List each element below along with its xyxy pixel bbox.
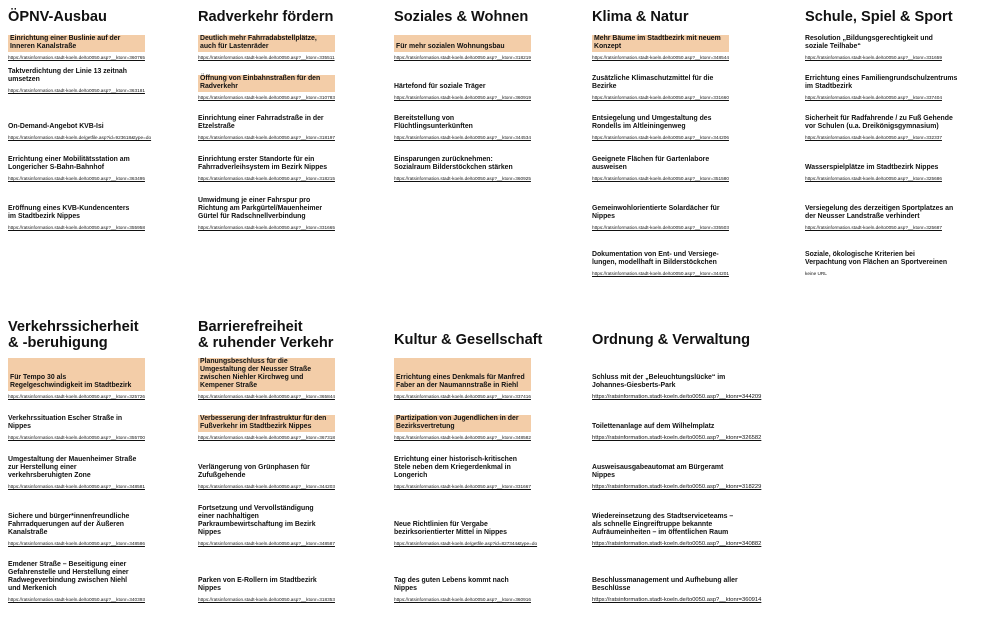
entry-link[interactable]: https://ratsinformation.stadt-koeln.de/to0050.asp?__ktonr=348586 bbox=[8, 541, 145, 546]
entry-item bbox=[592, 464, 778, 491]
entry-link[interactable]: https://ratsinformation.stadt-koeln.de/to0050.asp?__ktonr=363181 bbox=[8, 88, 145, 93]
entry-title: Verlängerung von Grünphasen für Zufußgehende bbox=[198, 464, 310, 479]
entry-title: Errichtung einer Mobilitätsstation am Longericher S-Bahn-Bahnhof bbox=[8, 156, 130, 171]
entry-item bbox=[394, 83, 580, 101]
entry-link[interactable]: https://ratsinformation.stadt-koeln.de/to0050.asp?__ktonr=325726 bbox=[8, 394, 145, 399]
entry-no-url: keine URL bbox=[805, 271, 827, 276]
entry-item bbox=[592, 35, 778, 61]
entry-item bbox=[805, 251, 991, 277]
entry-link[interactable]: https://ratsinformation.stadt-koeln.de/to0050.asp?__ktonr=325686 bbox=[805, 176, 942, 181]
section-heading: Ordnung & Verwaltung bbox=[592, 332, 751, 348]
entry-title: Errichtung eines Familiengrundschulzentrums im Stadtbezirk bbox=[805, 75, 958, 90]
entry-item bbox=[394, 577, 580, 603]
section-heading: ÖPNV-Ausbau bbox=[8, 9, 107, 25]
entry-title: Einrichtung erster Standorte für ein Fahrradverleihsystem im Bezirk Nippes bbox=[198, 156, 328, 171]
entry-link[interactable]: https://ratsinformation.stadt-koeln.de/to0050.asp?__ktonr=331665 bbox=[198, 225, 335, 230]
entry-item bbox=[8, 205, 194, 231]
entry-title: Sicherheit für Radfahrende / zu Fuß Gehende vor Schulen (u.a. Dreikönigsgymnasium) bbox=[805, 115, 953, 130]
entry-title: Eröffnung eines KVB-Kundencenters im Stadtbezirk Nippes bbox=[8, 205, 130, 220]
entry-title: Soziale, ökologische Kriterien bei Verpachtung von Flächen an Sportvereinen bbox=[805, 251, 948, 266]
entry-item bbox=[8, 358, 194, 400]
entry-title: Entsiegelung und Umgestaltung des Rondells im Altleiningenweg bbox=[592, 115, 712, 130]
entry-link[interactable]: https://ratsinformation.stadt-koeln.de/to0050.asp?__ktonr=344209 bbox=[592, 394, 762, 400]
entry-item bbox=[8, 68, 194, 94]
entry-item bbox=[394, 521, 580, 547]
entry-title-highlighted: Errichtung eines Denkmals für Manfred Faber an der Naumannstraße in Riehl bbox=[394, 358, 531, 391]
entry-link[interactable]: https://ratsinformation.stadt-koeln.de/to0050.asp?__ktonr=337416 bbox=[394, 394, 531, 399]
entry-item bbox=[394, 35, 580, 61]
entry-item bbox=[198, 358, 384, 400]
section-heading: Radverkehr fördern bbox=[198, 9, 334, 25]
entry-item bbox=[8, 513, 194, 547]
entry-title: Resolution „Bildungsgerechtigkeit und soziale Teilhabe“ bbox=[805, 35, 933, 50]
entry-item bbox=[198, 197, 384, 231]
entry-title: Umwidmung je einer Fahrspur pro Richtung am Parkgürtel/Mauenheimer Gürtel für Radschnellverbindung bbox=[198, 197, 323, 220]
section-heading: Barrierefreiheit & ruhender Verkehr bbox=[198, 319, 334, 351]
entry-title: Taktverdichtung der Linie 13 zeitnah umsetzen bbox=[8, 68, 127, 83]
entry-item bbox=[198, 464, 384, 490]
entry-item bbox=[805, 205, 991, 231]
entry-item bbox=[394, 358, 580, 400]
entry-link[interactable]: https://ratsinformation.stadt-koeln.de/getfile.asp?id=923618&type=do bbox=[8, 135, 152, 140]
entry-item bbox=[805, 75, 991, 101]
entry-title: Versiegelung des derzeitigen Sportplatzes an der Neusser Landstraße verhindert bbox=[805, 205, 954, 220]
entry-item bbox=[198, 35, 384, 61]
entry-link[interactable]: https://ratsinformation.stadt-koeln.de/to0050.asp?__ktonr=365844 bbox=[198, 394, 335, 399]
entry-link[interactable]: https://ratsinformation.stadt-koeln.de/to0050.asp?__ktonr=348582 bbox=[394, 435, 531, 440]
entry-title-highlighted: Öffnung von Einbahnstraßen für den Radverkehr bbox=[198, 75, 335, 92]
entry-link[interactable]: https://ratsinformation.stadt-koeln.de/to0050.asp?__ktonr=337404 bbox=[805, 95, 942, 100]
entry-item bbox=[592, 251, 778, 277]
entry-item bbox=[198, 115, 384, 141]
section-heading: Klima & Natur bbox=[592, 9, 689, 25]
entry-item bbox=[8, 35, 194, 61]
entry-title-highlighted: Planungsbeschluss für die Umgestaltung der Neusser Straße zwischen Niehler Kirchweg und Kempener Straße bbox=[198, 358, 335, 391]
entry-link[interactable]: https://ratsinformation.stadt-koeln.de/to0050.asp?__ktonr=331667 bbox=[394, 484, 531, 489]
entry-title-highlighted: Einrichtung einer Buslinie auf der Inneren Kanalstraße bbox=[8, 35, 145, 52]
entry-title: Zusätzliche Klimaschutzmittel für die Bezirke bbox=[592, 75, 714, 90]
entry-title-highlighted: Partizipation von Jugendlichen in der Bezirksvertretung bbox=[394, 415, 531, 432]
entry-link[interactable]: https://ratsinformation.stadt-koeln.de/to0050.asp?__ktonr=344534 bbox=[394, 135, 531, 140]
entry-link[interactable]: https://ratsinformation.stadt-koeln.de/to0050.asp?__ktonr=318215 bbox=[198, 176, 335, 181]
entry-link[interactable]: https://ratsinformation.stadt-koeln.de/to0050.asp?__ktonr=360916 bbox=[394, 597, 531, 602]
entry-item bbox=[592, 205, 778, 231]
entry-link[interactable]: https://ratsinformation.stadt-koeln.de/to0050.asp?__ktonr=344206 bbox=[592, 135, 729, 140]
entry-title: Schluss mit der „Beleuchtungslücke“ im Johannes-Giesberts-Park bbox=[592, 374, 726, 389]
entry-item bbox=[394, 456, 580, 490]
entry-link[interactable]: https://ratsinformation.stadt-koeln.de/to0050.asp?__ktonr=367318 bbox=[198, 435, 335, 440]
entry-item bbox=[198, 577, 384, 603]
entry-title: Fortsetzung und Vervollständigung einer nachhaltigen Parkraumbewirtschaftung im Bezirk Nippes bbox=[198, 505, 316, 536]
entry-title: Verkehrssituation Escher Straße in Nippes bbox=[8, 415, 123, 430]
entry-item bbox=[394, 156, 580, 182]
entry-item bbox=[8, 456, 194, 490]
entry-item bbox=[592, 577, 778, 604]
entry-title: Umgestaltung der Mauenheimer Straße zur Herstellung einer verkehrsberuhigten Zone bbox=[8, 456, 137, 479]
entry-item bbox=[805, 35, 991, 61]
entry-link[interactable]: https://ratsinformation.stadt-koeln.de/to0050.asp?__ktonr=360925 bbox=[394, 176, 531, 181]
entry-item bbox=[592, 374, 778, 401]
entry-item bbox=[592, 75, 778, 101]
entry-link[interactable]: https://ratsinformation.stadt-koeln.de/to0050.asp?__ktonr=344201 bbox=[592, 271, 729, 276]
section-heading: Kultur & Gesellschaft bbox=[394, 332, 543, 348]
entry-title-highlighted: Mehr Bäume im Stadtbezirk mit neuem Konzept bbox=[592, 35, 729, 52]
entry-item bbox=[592, 513, 778, 548]
entry-link[interactable]: https://ratsinformation.stadt-koeln.de/to0050.asp?__ktonr=363495 bbox=[8, 176, 145, 181]
entry-link[interactable]: https://ratsinformation.stadt-koeln.de/to0050.asp?__ktonr=335503 bbox=[592, 225, 729, 230]
entry-item bbox=[394, 115, 580, 141]
entry-link[interactable]: https://ratsinformation.stadt-koeln.de/to0050.asp?__ktonr=340393 bbox=[8, 597, 145, 602]
entry-link[interactable]: https://ratsinformation.stadt-koeln.de/to0050.asp?__ktonr=332337 bbox=[805, 135, 942, 140]
entry-link[interactable]: https://ratsinformation.stadt-koeln.de/to0050.asp?__ktonr=331660 bbox=[592, 95, 729, 100]
entry-title: On-Demand-Angebot KVB-Isi bbox=[8, 123, 104, 130]
entry-link[interactable]: https://ratsinformation.stadt-koeln.de/to0050.asp?__ktonr=360765 bbox=[8, 55, 145, 60]
entry-link[interactable]: https://ratsinformation.stadt-koeln.de/to0050.asp?__ktonr=318197 bbox=[198, 135, 335, 140]
entry-item bbox=[592, 423, 778, 442]
entry-title: Beschlussmanagement und Aufhebung aller Beschlüsse bbox=[592, 577, 738, 592]
entry-title: Parken von E-Rollern im Stadtbezirk Nippes bbox=[198, 577, 317, 592]
entry-link[interactable]: https://ratsinformation.stadt-koeln.de/to0050.asp?__ktonr=355958 bbox=[8, 225, 145, 230]
entry-item bbox=[805, 115, 991, 141]
section-heading: Soziales & Wohnen bbox=[394, 9, 529, 25]
entry-link[interactable]: https://ratsinformation.stadt-koeln.de/to0050.asp?__ktonr=348581 bbox=[8, 484, 145, 489]
entry-link[interactable]: https://ratsinformation.stadt-koeln.de/to0050.asp?__ktonr=331659 bbox=[805, 55, 942, 60]
entry-link[interactable]: https://ratsinformation.stadt-koeln.de/to0050.asp?__ktonr=348544 bbox=[592, 55, 729, 60]
entry-title: Härtefond für soziale Träger bbox=[394, 83, 486, 90]
entry-link[interactable]: https://ratsinformation.stadt-koeln.de/to0050.asp?__ktonr=348587 bbox=[198, 541, 335, 546]
entry-title: Ausweisausgabeautomat am Bürgeramt Nippes bbox=[592, 464, 724, 479]
entry-title-highlighted: Für mehr sozialen Wohnungsbau bbox=[394, 35, 531, 52]
entry-title-highlighted: Deutlich mehr Fahrradabstellplätze, auch für Lastenräder bbox=[198, 35, 335, 52]
entry-title: Wiedereinsetzung des Stadtserviceteams – als schnelle Eingreiftruppe bekannte Aufräumeinheiten – im öffentlichen Raum bbox=[592, 513, 734, 536]
entry-item bbox=[198, 156, 384, 182]
entry-link[interactable]: https://ratsinformation.stadt-koeln.de/getfile.asp?id=827344&type=do bbox=[394, 541, 538, 546]
section-heading: Schule, Spiel & Sport bbox=[805, 9, 953, 25]
section-heading: Verkehrssicherheit & -beruhigung bbox=[8, 319, 139, 351]
entry-item bbox=[8, 415, 194, 441]
entry-title: Emdener Straße – Beseitigung einer Gefahrenstelle und Herstellung einer Radwegeverbindung zwischen Niehl und Merkenich bbox=[8, 561, 129, 592]
entry-title: Wasserspielplätze im Stadtbezirk Nippes bbox=[805, 164, 939, 171]
entry-title: Dokumentation von Ent- und Versiege- lungen, modellhaft in Bilderstöckchen bbox=[592, 251, 719, 266]
entry-link[interactable]: https://ratsinformation.stadt-koeln.de/to0050.asp?__ktonr=344203 bbox=[198, 484, 335, 489]
entry-item bbox=[198, 415, 384, 441]
entry-link[interactable]: https://ratsinformation.stadt-koeln.de/to0050.asp?__ktonr=318229 bbox=[592, 484, 762, 490]
entry-link[interactable]: https://ratsinformation.stadt-koeln.de/to0050.asp?__ktonr=351580 bbox=[592, 176, 729, 181]
entry-link[interactable]: https://ratsinformation.stadt-koeln.de/to0050.asp?__ktonr=318219 bbox=[394, 55, 531, 60]
entry-title: Gemeinwohlorientierte Solardächer für Nippes bbox=[592, 205, 720, 220]
entry-title: Einsparungen zurücknehmen: Sozialraum Bilderstöckchen stärken bbox=[394, 156, 513, 171]
entry-item bbox=[394, 415, 580, 441]
entry-title: Tag des guten Lebens kommt nach Nippes bbox=[394, 577, 509, 592]
entry-link[interactable]: https://ratsinformation.stadt-koeln.de/to0050.asp?__ktonr=360914 bbox=[592, 597, 762, 603]
entry-link[interactable]: https://ratsinformation.stadt-koeln.de/to0050.asp?__ktonr=310783 bbox=[198, 95, 335, 100]
entry-item bbox=[8, 561, 194, 603]
entry-item bbox=[8, 156, 194, 182]
entry-item bbox=[805, 164, 991, 182]
entry-link[interactable]: https://ratsinformation.stadt-koeln.de/to0050.asp?__ktonr=340882 bbox=[592, 541, 762, 547]
entry-title: Geeignete Flächen für Gartenlabore ausweisen bbox=[592, 156, 710, 171]
entry-item bbox=[198, 505, 384, 547]
entry-item bbox=[8, 123, 194, 141]
entry-title: Sichere und bürger*innenfreundliche Fahrradquerungen auf der Äußeren Kanalstraße bbox=[8, 513, 130, 536]
entry-title: Einrichtung einer Fahrradstraße in der Etzelstraße bbox=[198, 115, 324, 130]
entry-item bbox=[592, 156, 778, 182]
entry-title-highlighted: Für Tempo 30 als Regelgeschwindigkeit im Stadtbezirk bbox=[8, 358, 145, 391]
entry-item bbox=[198, 75, 384, 101]
entry-title: Bereitstellung von Flüchtlingsunterkünften bbox=[394, 115, 473, 130]
entry-link[interactable]: https://ratsinformation.stadt-koeln.de/to0050.asp?__ktonr=326582 bbox=[592, 435, 762, 441]
entry-link[interactable]: https://ratsinformation.stadt-koeln.de/to0050.asp?__ktonr=325687 bbox=[805, 225, 942, 230]
entry-title: Neue Richtlinien für Vergabe bezirksorientierter Mittel in Nippes bbox=[394, 521, 507, 536]
entry-link[interactable]: https://ratsinformation.stadt-koeln.de/to0050.asp?__ktonr=360919 bbox=[394, 95, 531, 100]
entry-item bbox=[592, 115, 778, 141]
entry-link[interactable]: https://ratsinformation.stadt-koeln.de/to0050.asp?__ktonr=318353 bbox=[198, 597, 335, 602]
entry-link[interactable]: https://ratsinformation.stadt-koeln.de/to0050.asp?__ktonr=355700 bbox=[8, 435, 145, 440]
entry-link[interactable]: https://ratsinformation.stadt-koeln.de/to0050.asp?__ktonr=335511 bbox=[198, 55, 335, 60]
entry-title: Errichtung einer historisch-kritischen Stele neben dem Kriegerdenkmal in Longerich bbox=[394, 456, 517, 479]
entry-title-highlighted: Verbesserung der Infrastruktur für den Fußverkehr im Stadtbezirk Nippes bbox=[198, 415, 335, 432]
entry-title: Toilettenanlage auf dem Wilhelmplatz bbox=[592, 423, 715, 430]
